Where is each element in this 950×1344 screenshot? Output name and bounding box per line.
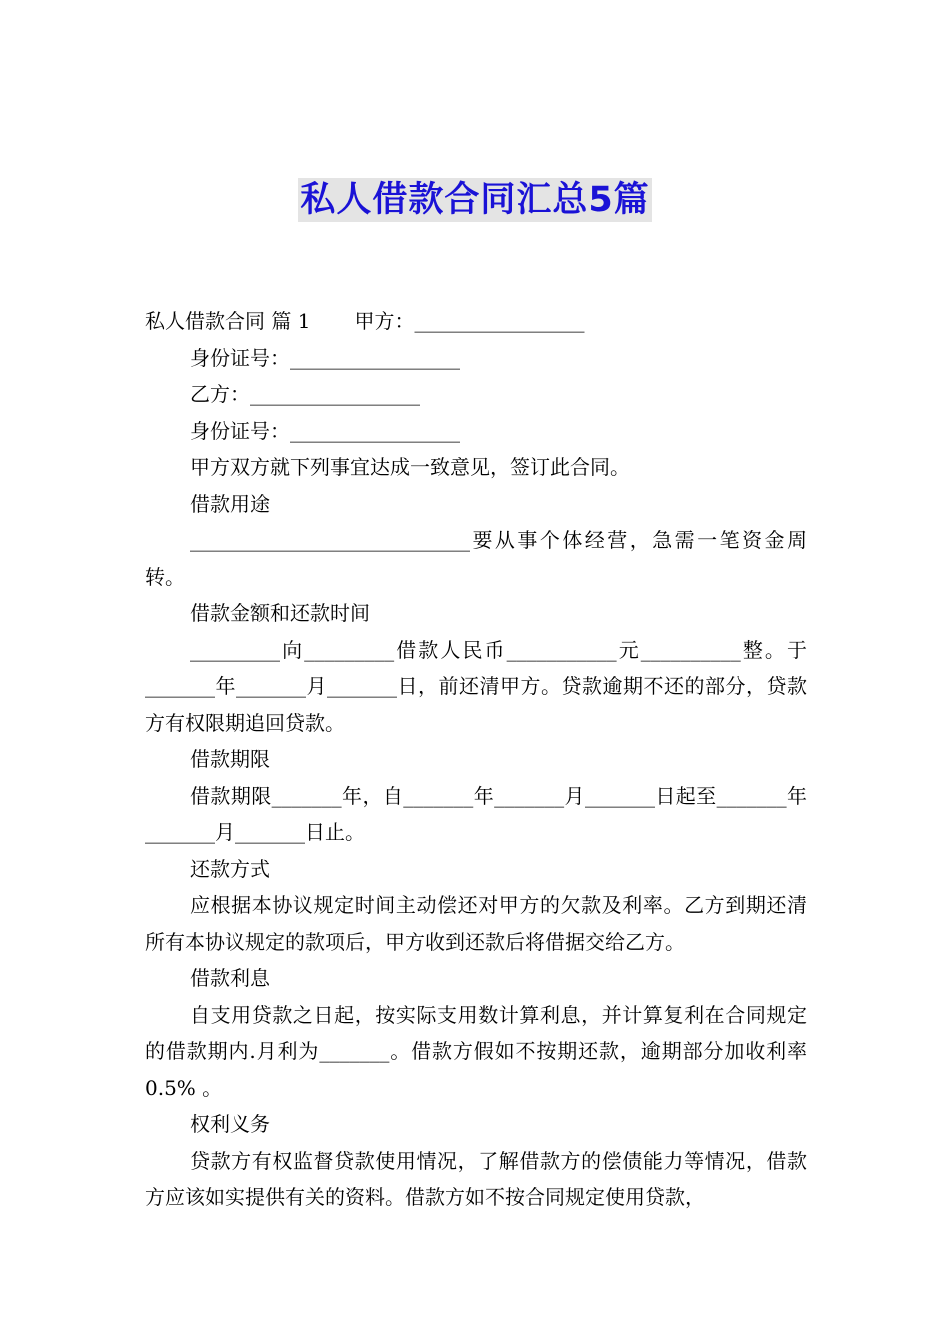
agreement-statement: 甲方双方就下列事宜达成一致意见，签订此合同。 — [190, 455, 630, 479]
section-heading-term: 借款期限 — [190, 747, 270, 771]
section-heading-purpose: 借款用途 — [190, 491, 270, 516]
interest-paragraph: 自支用贷款之日起，按实际支用数计算利息，并计算复利在合同规定的借款期内.月利为_______。借款方假如不按期还款，逾期部分加收利率 0.5% 。 — [145, 1002, 814, 1100]
title-wrap — [0, 178, 950, 222]
document-title: 私人借款合同汇总5篇 — [300, 180, 650, 220]
section-heading-amount: 借款金额和还款时间 — [190, 601, 370, 625]
term-paragraph: 借款期限_______年，自_______年_______月_______日起至_______年_______月_______日止。 — [145, 783, 807, 844]
amount-paragraph: _________向_________借款人民币___________元__________整。于_______年_______月_______日，前还清甲方。贷款逾期不还的部分，贷款方有权限期追回贷款。 — [145, 637, 807, 735]
document-body — [145, 303, 814, 1216]
party-b-id-field: 身份证号：_________________ — [190, 418, 460, 443]
party-a-field: 甲方：_________________ — [354, 309, 585, 333]
party-b-field: 乙方：_________________ — [190, 382, 420, 406]
contract-heading-line — [145, 303, 807, 340]
section-heading-interest: 借款利息 — [190, 966, 270, 990]
party-a-id-field: 身份证号：_________________ — [190, 345, 460, 370]
repayment-paragraph: 应根据本协议规定时间主动偿还对甲方的欠款及利率。乙方到期还清所有本协议规定的款项后，甲方收到还款后将借据交给乙方。 — [145, 893, 807, 954]
purpose-paragraph: ____________________________要从事个体经营，急需一笔资金周转。 — [145, 528, 807, 589]
rights-paragraph: 贷款方有权监督贷款使用情况，了解借款方的偿债能力等情况，借款方应该如实提供有关的资料。借款方如不按合同规定使用贷款， — [145, 1148, 807, 1209]
contract-heading: 私人借款合同 篇 1 — [145, 309, 311, 333]
section-heading-rights: 权利义务 — [190, 1112, 270, 1136]
section-heading-repayment: 还款方式 — [190, 856, 270, 881]
